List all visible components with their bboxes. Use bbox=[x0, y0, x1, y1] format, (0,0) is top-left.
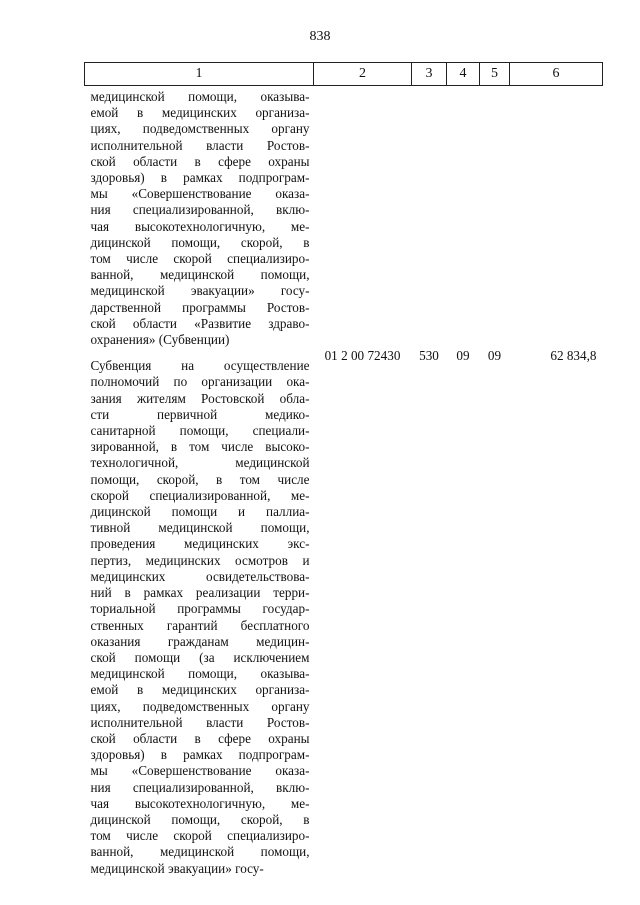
text-line: скорой специализированной, ме- bbox=[90, 487, 310, 503]
text-line: ской области в сфере охраны bbox=[90, 730, 310, 746]
text-line: ской области в сфере охраны bbox=[90, 153, 310, 169]
text-line: ния специализированной, вклю- bbox=[90, 779, 310, 795]
text-line: полномочий по организации ока- bbox=[90, 374, 310, 390]
table-row-continuation bbox=[85, 86, 603, 349]
text-line: санитарной помощи, специали- bbox=[90, 423, 310, 439]
text-line: медицинской эвакуации» госу- bbox=[90, 283, 310, 299]
column-header-5: 5 bbox=[480, 63, 510, 86]
text-line: здоровья) в рамках подпрограм- bbox=[90, 170, 310, 186]
text-line: ванной, медицинской помощи, bbox=[90, 267, 310, 283]
text-line: технологичной, медицинской bbox=[90, 455, 310, 471]
column-header-3: 3 bbox=[412, 63, 447, 86]
text-line: емой в медицинских организа- bbox=[90, 682, 310, 698]
continuation-description bbox=[85, 86, 314, 349]
text-line: ториальной программы государ- bbox=[90, 601, 310, 617]
text-line: циях, подведомственных органу bbox=[90, 698, 310, 714]
text-line: зания жителям Ростовской обла- bbox=[90, 390, 310, 406]
column-header-6: 6 bbox=[510, 63, 603, 86]
row-col4: 09 bbox=[456, 348, 470, 364]
text-line: проведения медицинских экс- bbox=[90, 536, 310, 552]
text-line: чая высокотехнологичную, ме- bbox=[90, 218, 310, 234]
row-col5: 09 bbox=[487, 348, 502, 364]
text-line: медицинской помощи, оказыва- bbox=[90, 666, 310, 682]
text-line: мы «Совершенствование оказа- bbox=[90, 763, 310, 779]
text-line: исполнительной власти Ростов- bbox=[90, 714, 310, 730]
text-line: емой в медицинских организа- bbox=[90, 105, 310, 121]
text-line: Субвенция на осуществление bbox=[90, 358, 310, 374]
text-line: дицинской помощи, скорой, в bbox=[90, 811, 310, 827]
text-line: ственных гарантий бесплатного bbox=[90, 617, 310, 633]
text-line: ванной, медицинской помощи, bbox=[90, 844, 310, 860]
row-code: 01 2 00 72430 bbox=[324, 348, 401, 364]
text-line: чая высокотехнологичную, ме- bbox=[90, 795, 310, 811]
row-amount: 62 834,8 bbox=[550, 348, 597, 364]
column-header-1: 1 bbox=[85, 63, 314, 86]
column-header-2: 2 bbox=[314, 63, 412, 86]
text-line: циях, подведомственных органу bbox=[90, 121, 310, 137]
text-line: дицинской помощи, скорой, в bbox=[90, 234, 310, 250]
text-line: помощи, скорой, в том числе bbox=[90, 471, 310, 487]
row-description-text bbox=[85, 348, 314, 877]
text-line: зированной, в том числе высоко- bbox=[90, 439, 310, 455]
text-line: дарственной программы Ростов- bbox=[90, 299, 310, 315]
text-line: том числе скорой специализиро- bbox=[90, 828, 310, 844]
text-line: охранения» (Субвенции) bbox=[90, 332, 230, 348]
text-line: здоровья) в рамках подпрограм- bbox=[90, 747, 310, 763]
text-line: ской области «Развитие здраво- bbox=[90, 315, 310, 331]
table-row bbox=[85, 348, 603, 877]
text-line: сти первичной медико- bbox=[90, 406, 310, 422]
text-line: медицинских освидетельствова- bbox=[90, 568, 310, 584]
text-line: ния специализированной, вклю- bbox=[90, 202, 310, 218]
text-line: медицинской эвакуации» госу- bbox=[90, 860, 264, 876]
text-line: том числе скорой специализиро- bbox=[90, 251, 310, 267]
table-header-row bbox=[85, 63, 603, 86]
row-col3: 530 bbox=[419, 348, 439, 364]
text-line: пертиз, медицинских осмотров и bbox=[90, 552, 310, 568]
text-line: мы «Совершенствование оказа- bbox=[90, 186, 310, 202]
continuation-text bbox=[85, 86, 314, 348]
column-header-4: 4 bbox=[447, 63, 480, 86]
text-line: исполнительной власти Ростов- bbox=[90, 137, 310, 153]
text-line: медицинской помощи, оказыва- bbox=[90, 89, 310, 104]
text-line: тивной медицинской помощи, bbox=[90, 520, 310, 536]
row-description bbox=[85, 348, 314, 877]
text-line: ний в рамках реализации терри- bbox=[90, 585, 310, 601]
text-line: оказания гражданам медицин- bbox=[90, 633, 310, 649]
text-line: дицинской помощи и паллиа- bbox=[90, 504, 310, 520]
budget-table bbox=[84, 62, 603, 877]
text-line: ской помощи (за исключением bbox=[90, 649, 310, 665]
page-number: 838 bbox=[309, 29, 331, 44]
